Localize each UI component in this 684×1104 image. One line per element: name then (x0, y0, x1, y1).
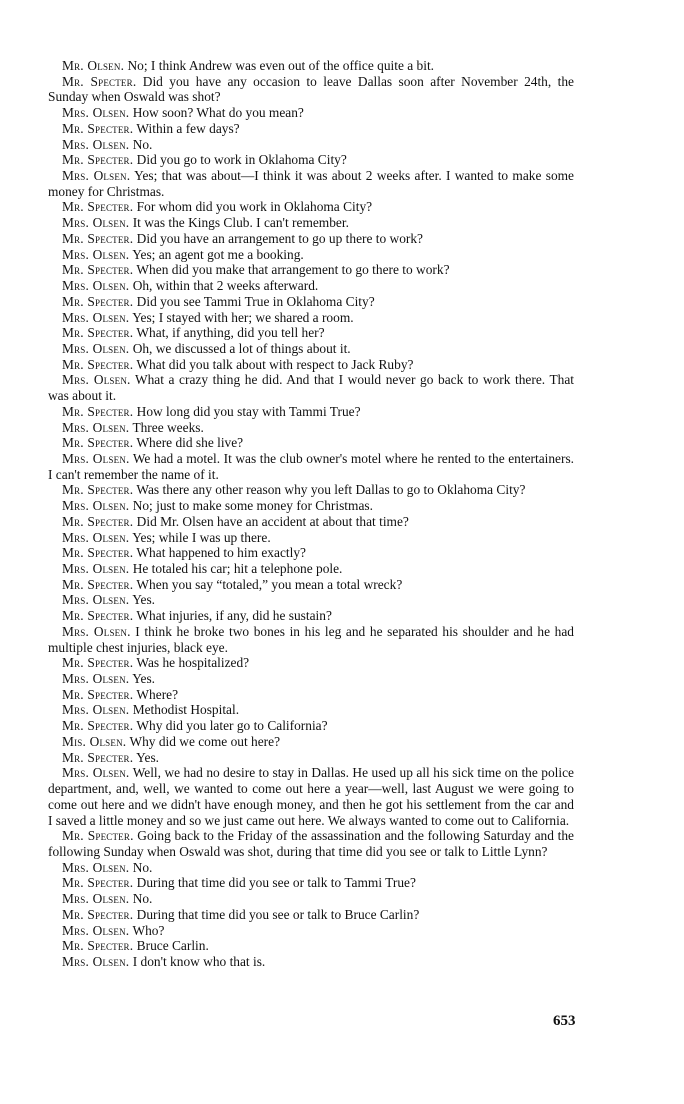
testimony-paragraph (48, 262, 574, 278)
speaker-name: Mr. Specter. (62, 608, 134, 624)
speaker-name: Mr. Specter. (62, 293, 134, 309)
speaker-name: Mrs. Olsen. (62, 859, 130, 875)
statement-text: Who? (132, 922, 165, 938)
speaker-name: Mr. Specter. (62, 718, 134, 734)
statement-text: No. (132, 136, 153, 152)
speaker-name: Mrs. Olsen. (62, 419, 130, 435)
speaker-name: Mrs. Olsen. (62, 561, 130, 576)
testimony-paragraph (48, 530, 574, 546)
statement-text: Why did we come out here? (129, 733, 281, 749)
statement-text: No. (132, 891, 153, 907)
statement-text: What a crazy thing he did. And that I would never go back to work there. That was about it. (48, 372, 575, 404)
testimony-paragraph (48, 168, 574, 199)
statement-text: When you say “totaled,” you mean a total wreck? (136, 576, 403, 592)
speaker-name: Mrs. Olsen. (62, 765, 130, 781)
testimony-paragraph (48, 608, 574, 624)
testimony-paragraph (48, 954, 574, 970)
statement-text: No; I think Andrew was even out of the office quite a bit. (127, 58, 435, 73)
testimony-paragraph (48, 687, 574, 703)
statement-text: Going back to the Friday of the assassination and the following Saturday and the following Sunday when Oswald was shot, during that time did you see or talk to Little Lynn? (48, 828, 574, 859)
statement-text: Yes; I stayed with her; we shared a room. (132, 309, 354, 325)
statement-text: Within a few days? (136, 120, 240, 136)
speaker-name: Mr. Specter. (62, 875, 134, 891)
speaker-name: Mrs. Olsen. (62, 891, 130, 907)
testimony-paragraph (48, 592, 574, 608)
statement-text: Oh, within that 2 weeks afterward. (132, 278, 319, 294)
testimony-paragraph (48, 199, 574, 215)
testimony-paragraph (48, 231, 574, 247)
speaker-name: Mr. Specter. (62, 435, 134, 451)
statement-text: Well, we had no desire to stay in Dallas. He used up all his sick time on the police department, and, well, we wanted to come out here a year—well, last August we were going to come out here and we didn't have enough money, and then he got his settlement from the car and I saved a little money and so we just came out here. We always wanted to come out to California. (48, 765, 575, 828)
testimony-paragraph (48, 420, 574, 436)
testimony-paragraph (48, 325, 574, 341)
testimony-paragraph (48, 875, 574, 891)
statement-text: Was he hospitalized? (136, 655, 250, 671)
statement-text: Yes; an agent got me a booking. (132, 246, 304, 262)
statement-text: What, if anything, did you tell her? (136, 325, 325, 341)
speaker-name: Mr. Specter. (62, 906, 134, 922)
testimony-paragraph (48, 828, 574, 859)
speaker-name: Mr. Specter. (62, 482, 134, 498)
testimony-paragraph (48, 750, 574, 766)
speaker-name: Mrs. Olsen. (62, 372, 131, 388)
statement-text: Yes. (136, 749, 160, 765)
statement-text: I think he broke two bones in his leg and he separated his shoulder and he had multiple chest injuries, black eye. (48, 623, 574, 655)
statement-text: What injuries, if any, did he sustain? (136, 608, 332, 624)
speaker-name: Mrs. Olsen. (62, 623, 131, 639)
statement-text: Yes. (132, 671, 156, 687)
speaker-name: Mr. Specter. (62, 152, 134, 168)
testimony-paragraph (48, 357, 574, 373)
testimony-paragraph (48, 860, 574, 876)
statement-text: Why did you later go to California? (136, 718, 328, 734)
speaker-name: Mrs. Olsen. (62, 340, 130, 356)
speaker-name: Mrs. Olsen. (62, 671, 130, 687)
statement-text: How long did you stay with Tammi True? (136, 403, 361, 419)
statement-text: We had a motel. It was the club owner's motel where he rented to the entertainers. I can't remember the name of it. (48, 450, 575, 482)
statement-text: Methodist Hospital. (132, 702, 240, 718)
speaker-name: Mr. Specter. (62, 403, 134, 419)
speaker-name: Mis. Olsen. (62, 733, 127, 749)
testimony-paragraph (48, 137, 574, 153)
statement-text: Did you have any occasion to leave Dallas soon after November 24th, the Sunday when Oswald was shot? (48, 73, 574, 105)
statement-text: What happened to him exactly? (136, 545, 306, 561)
speaker-name: Mrs. Olsen. (62, 246, 130, 262)
speaker-name: Mrs. Olsen. (62, 136, 130, 152)
statement-text: What did you talk about with respect to Jack Ruby? (136, 356, 414, 372)
speaker-name: Mrs. Olsen. (62, 215, 130, 231)
speaker-name: Mrs. Olsen. (62, 278, 130, 294)
statement-text: Bruce Carlin. (136, 938, 209, 954)
speaker-name: Mr. Specter. (62, 262, 134, 278)
statement-text: Was there any other reason why you left Dallas to go to Oklahoma City? (136, 482, 526, 498)
speaker-name: Mr. Specter. (62, 749, 134, 765)
testimony-paragraph (48, 105, 574, 121)
speaker-name: Mr. Specter. (62, 513, 134, 529)
testimony-paragraph (48, 310, 574, 326)
testimony-transcript (48, 58, 574, 970)
testimony-paragraph (48, 152, 574, 168)
testimony-paragraph (48, 404, 574, 420)
testimony-paragraph (48, 514, 574, 530)
testimony-paragraph (48, 498, 574, 514)
testimony-paragraph (48, 734, 574, 750)
testimony-paragraph (48, 671, 574, 687)
statement-text: When did you make that arrangement to go there to work? (136, 262, 450, 278)
testimony-paragraph (48, 938, 574, 954)
speaker-name: Mrs. Olsen. (62, 498, 130, 514)
testimony-paragraph (48, 341, 574, 357)
statement-text: I don't know who that is. (132, 953, 266, 969)
statement-text: During that time did you see or talk to Tammi True? (136, 875, 416, 891)
statement-text: It was the Kings Club. I can't remember. (132, 215, 349, 231)
testimony-paragraph (48, 765, 574, 828)
testimony-paragraph (48, 891, 574, 907)
testimony-paragraph (48, 702, 574, 718)
speaker-name: Mrs. Olsen. (62, 922, 130, 938)
testimony-paragraph (48, 923, 574, 939)
speaker-name: Mr. Specter. (62, 655, 134, 671)
speaker-name: Mr. Specter. (62, 199, 134, 215)
speaker-name: Mrs. Olsen. (62, 529, 130, 545)
statement-text: He totaled his car; hit a telephone pole. (132, 561, 343, 576)
statement-text: Where? (136, 686, 179, 702)
speaker-name: Mr. Specter. (62, 938, 134, 954)
testimony-paragraph (48, 577, 574, 593)
page-number: 653 (553, 1013, 576, 1029)
statement-text: Where did she live? (136, 435, 244, 451)
testimony-paragraph (48, 545, 574, 561)
speaker-name: Mrs. Olsen. (62, 592, 130, 608)
speaker-name: Mrs. Olsen. (62, 450, 130, 466)
speaker-name: Mrs. Olsen. (62, 168, 131, 184)
statement-text: Yes. (132, 592, 156, 608)
speaker-name: Mr. Specter. (62, 73, 137, 89)
speaker-name: Mr. Specter. (62, 230, 134, 246)
statement-text: Did you go to work in Oklahoma City? (136, 152, 347, 168)
testimony-paragraph (48, 435, 574, 451)
statement-text: Yes; that was about—I think it was about 2 weeks after. I wanted to make some money for Christmas. (48, 168, 574, 199)
speaker-name: Mr. Olsen. (62, 58, 125, 73)
speaker-name: Mr. Specter. (62, 828, 134, 844)
speaker-name: Mr. Specter. (62, 686, 134, 702)
statement-text: Did you see Tammi True in Oklahoma City? (136, 293, 375, 309)
statement-text: Yes; while I was up there. (132, 529, 271, 545)
testimony-paragraph (48, 247, 574, 263)
speaker-name: Mrs. Olsen. (62, 953, 130, 969)
speaker-name: Mr. Specter. (62, 120, 134, 136)
testimony-paragraph (48, 655, 574, 671)
testimony-paragraph (48, 294, 574, 310)
statement-text: Oh, we discussed a lot of things about it. (132, 340, 351, 356)
testimony-paragraph (48, 215, 574, 231)
statement-text: Three weeks. (132, 419, 204, 435)
statement-text: No. (132, 859, 153, 875)
statement-text: Did you have an arrangement to go up there to work? (136, 230, 423, 246)
testimony-paragraph (48, 624, 574, 655)
statement-text: Did Mr. Olsen have an accident at about that time? (136, 513, 409, 529)
testimony-paragraph (48, 561, 574, 577)
testimony-paragraph (48, 74, 574, 105)
statement-text: For whom did you work in Oklahoma City? (136, 199, 373, 215)
testimony-paragraph (48, 372, 574, 403)
speaker-name: Mrs. Olsen. (62, 105, 130, 121)
testimony-paragraph (48, 718, 574, 734)
testimony-paragraph (48, 58, 574, 74)
speaker-name: Mr. Specter. (62, 356, 134, 372)
statement-text: How soon? What do you mean? (132, 105, 304, 121)
speaker-name: Mr. Specter. (62, 576, 134, 592)
testimony-paragraph (48, 907, 574, 923)
speaker-name: Mr. Specter. (62, 325, 134, 341)
testimony-paragraph (48, 482, 574, 498)
speaker-name: Mrs. Olsen. (62, 309, 130, 325)
speaker-name: Mrs. Olsen. (62, 702, 130, 718)
statement-text: No; just to make some money for Christmas. (132, 498, 373, 514)
testimony-paragraph (48, 278, 574, 294)
testimony-paragraph (48, 451, 574, 482)
speaker-name: Mr. Specter. (62, 545, 134, 561)
statement-text: During that time did you see or talk to Bruce Carlin? (136, 906, 420, 922)
testimony-paragraph (48, 121, 574, 137)
